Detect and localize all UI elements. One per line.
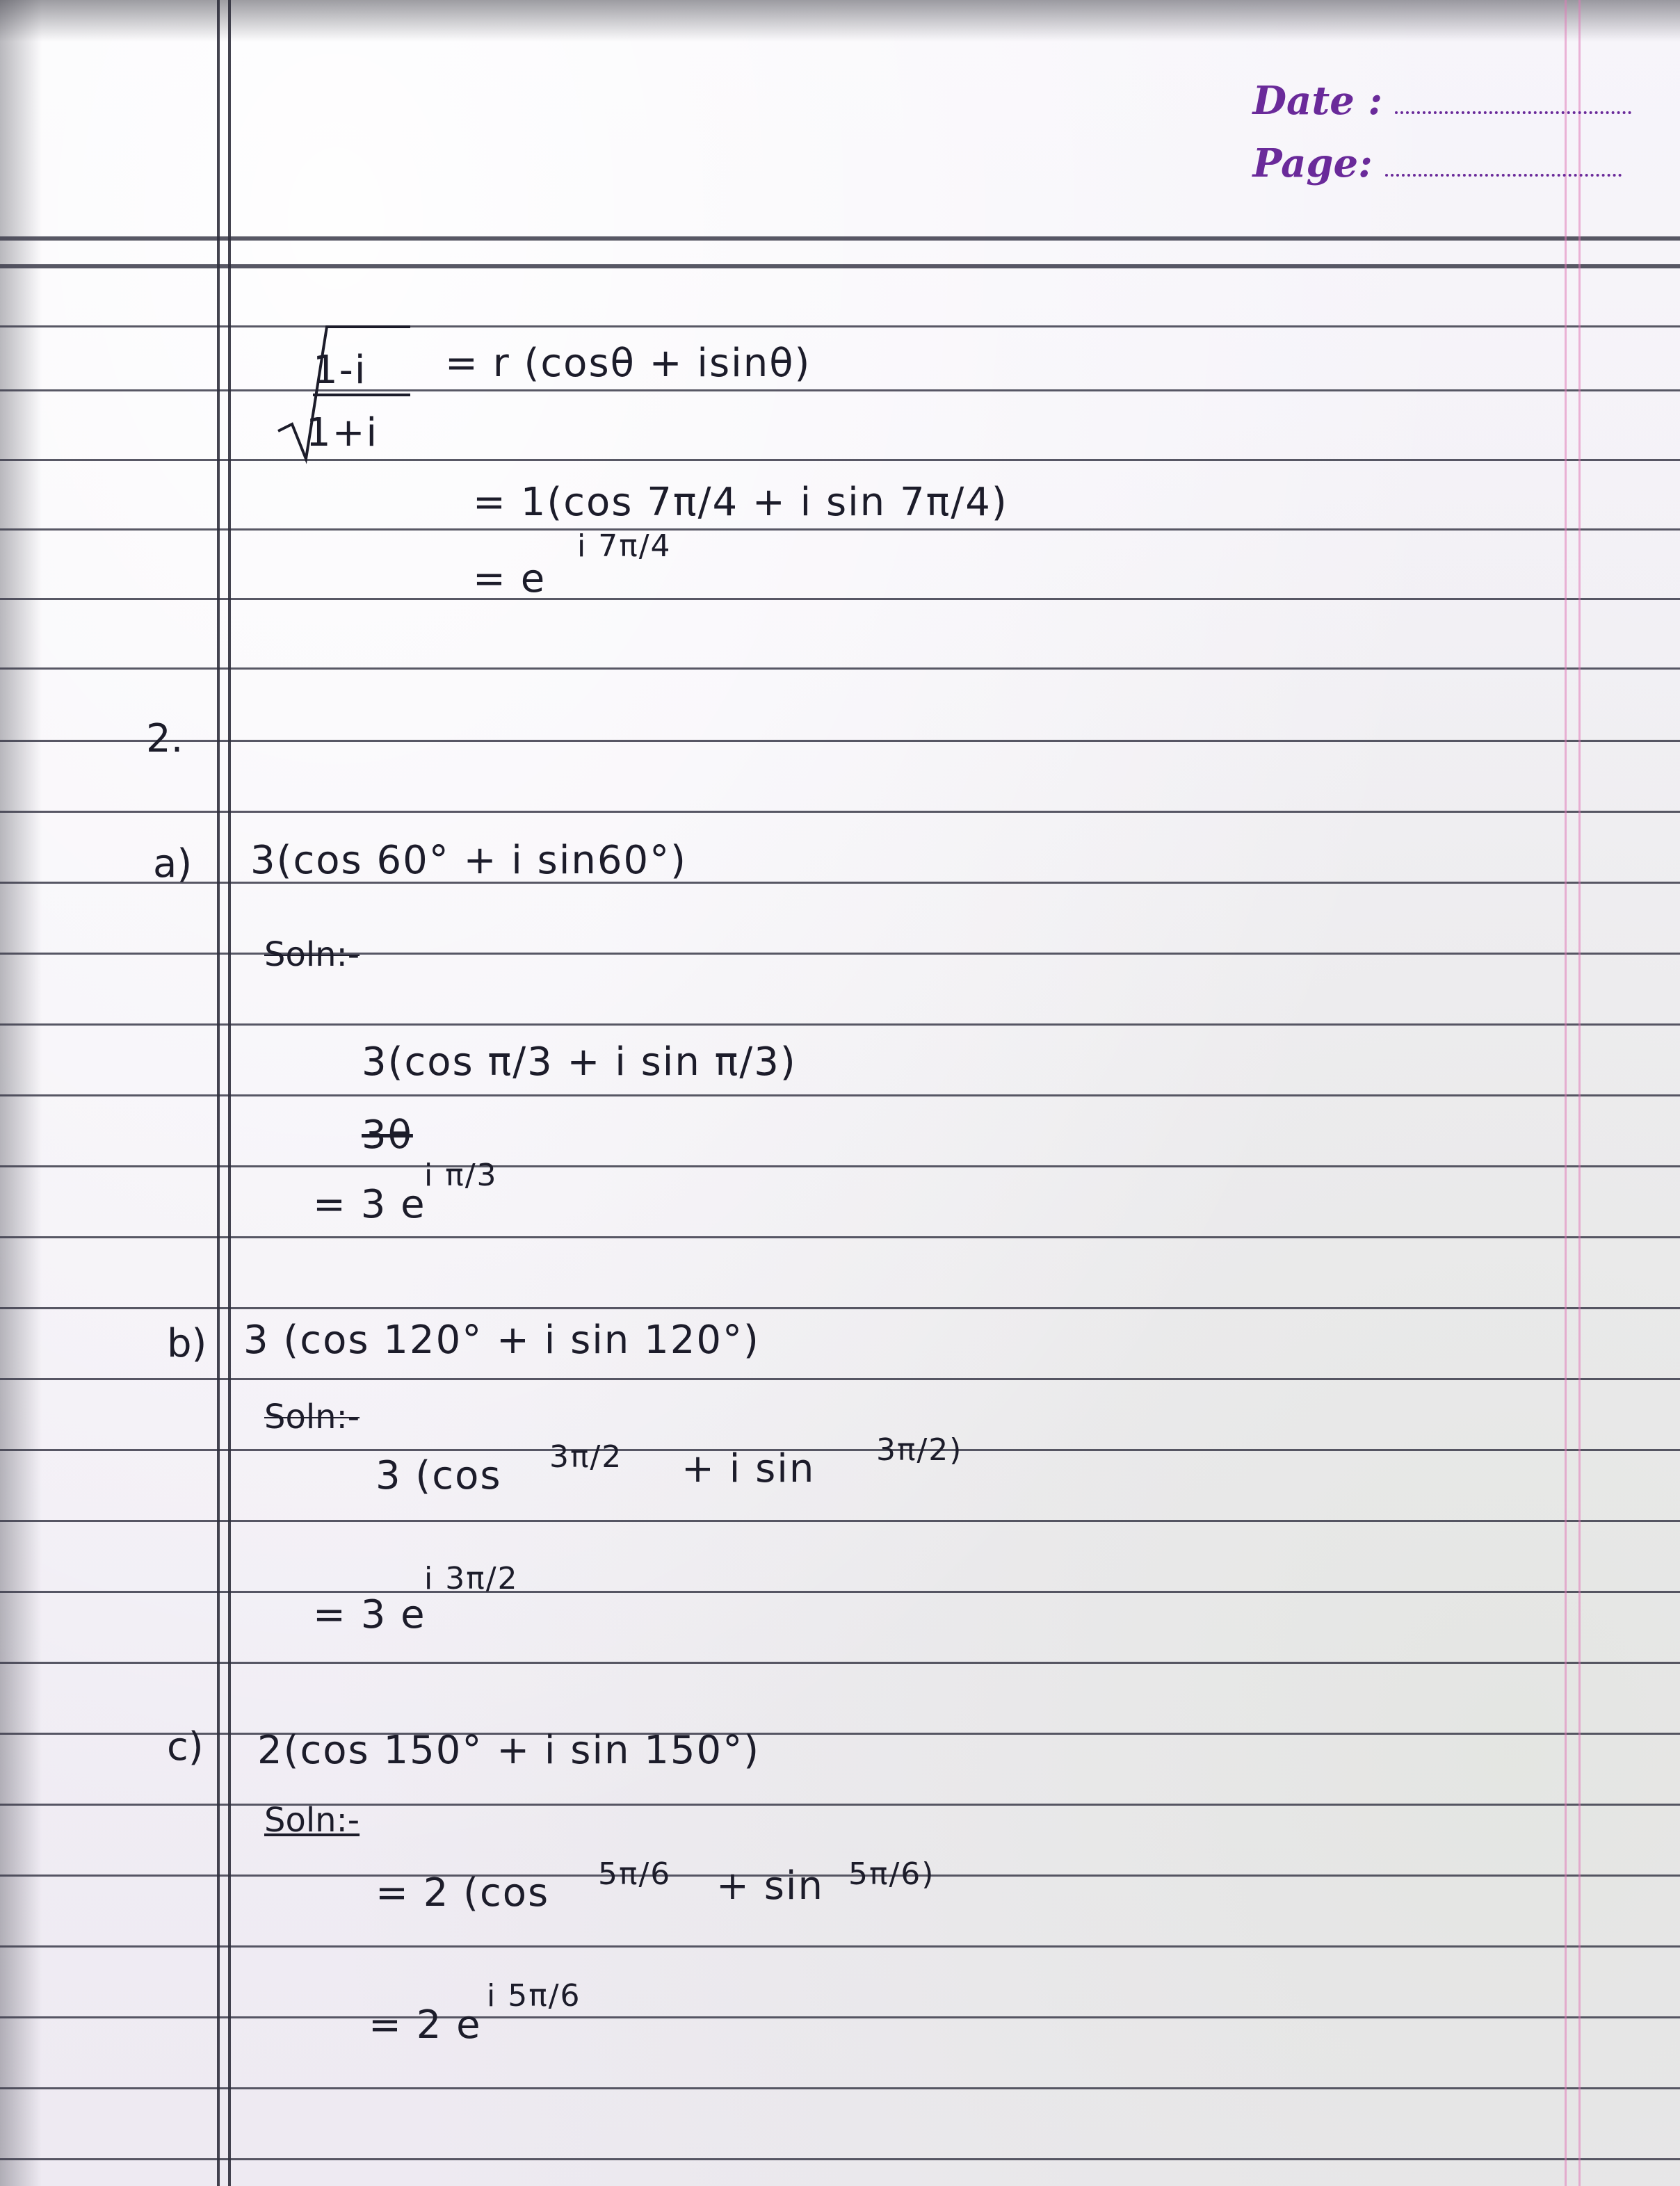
part-c-problem: 2(cos 150° + i sin 150°) [257,1728,761,1773]
question-number: 2. [146,716,184,761]
part-b-step1-mid: + i sin [681,1446,816,1491]
part-c-step1-pre: = 2 (cos [375,1870,550,1916]
part-a-result-exp: i π/3 [424,1158,498,1193]
part-b-step1-pre: 3 (cos [375,1453,502,1498]
page-label: Page: [1252,140,1373,186]
block1-line3-exp: i 7π/4 [577,528,672,564]
part-a-scratch: 3θ [362,1112,413,1158]
block1-line2: = 1(cos 7π/4 + i sin 7π/4) [473,480,1008,525]
part-c-step1-frac2: 5π/6) [848,1856,935,1892]
part-c-result-exp: i 5π/6 [487,1978,581,2014]
date-label: Date : [1252,78,1382,124]
part-b-label: b) [167,1321,207,1366]
block1-line1: = r (cosθ + isinθ) [445,341,811,386]
fraction-denominator: 1+i [306,410,379,455]
fraction-numerator: 1-i [313,348,367,393]
part-c-step1-frac1: 5π/6 [598,1856,672,1892]
part-b-problem: 3 (cos 120° + i sin 120°) [243,1318,760,1363]
part-b-result-exp: i 3π/2 [424,1561,519,1596]
part-a-problem: 3(cos 60° + i sin60°) [250,838,687,883]
block1-line3-base: = e [473,556,547,601]
part-c-label: c) [167,1724,204,1770]
part-b-step1-frac1: 3π/2 [549,1439,623,1475]
part-c-result-base: = 2 e [369,2002,482,2048]
part-a-label: a) [153,841,193,886]
part-b-step1-frac2: 3π/2) [876,1432,963,1468]
part-a-result-base: = 3 e [313,1182,426,1227]
part-c-step1-mid: + sin [716,1863,824,1909]
part-b-result-base: = 3 e [313,1592,426,1637]
part-a-step1: 3(cos π/3 + i sin π/3) [362,1039,797,1085]
part-c-soln-label: Soln:- [264,1801,360,1840]
part-b-soln-label: Soln:- [264,1398,360,1436]
part-a-soln-label: Soln:- [264,935,360,974]
